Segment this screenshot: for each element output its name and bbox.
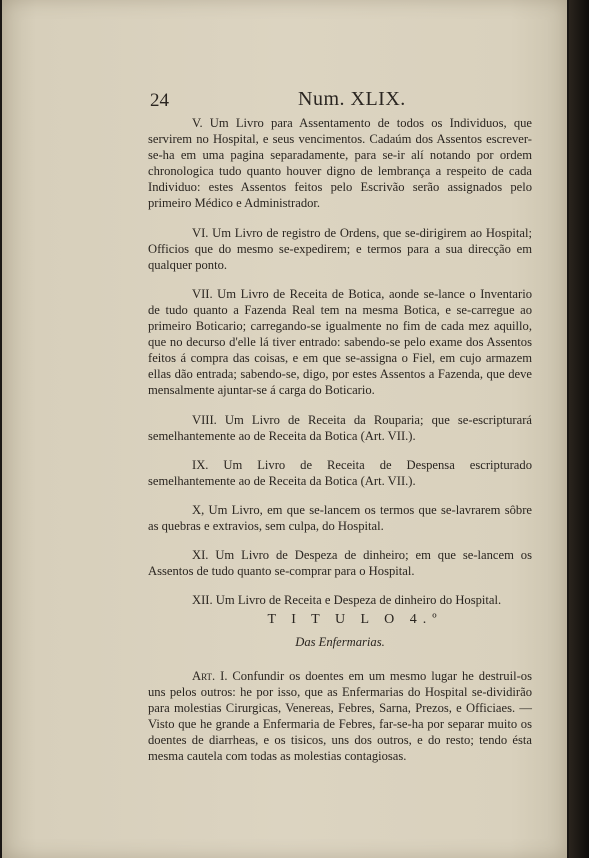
- section-title: T I T U L O 4.º: [267, 612, 443, 628]
- article-paragraph: [148, 668, 532, 765]
- page-body: [148, 115, 532, 777]
- paragraph-xii: XII. Um Livro de Receita e Despeza de dinheiro do Hospital.: [192, 593, 502, 608]
- paragraph-xi: XI. Um Livro de Despeza de dinheiro; em que se-lancem os Assentos de tudo quanto se-comprar para o Hospital.: [148, 548, 532, 579]
- page-number: 24: [150, 90, 169, 111]
- paragraph-x: X, Um Livro, em que se-lancem os termos que se-lavrarem sôbre as quebras e extravios, sem culpa, do Hospital.: [148, 502, 532, 533]
- book-page: [2, 0, 567, 858]
- paragraph-v: V. Um Livro para Assentamento de todos os Individuos, que servirem no Hospital, e seus vencimentos. Cadaúm dos Assentos escrever-se-ha em uma pagina separadamente, para se-ir alí notando por ordem chronologica tudo quanto houver digno de lembrança a respeito de cada Individuo: estes Assentos feitos pelo Escrivão serão assignados pelo primeiro Médico e Administrador.: [148, 116, 532, 211]
- paragraph-ix: IX. Um Livro de Receita de Despensa escripturado semelhantemente ao de Receita da Botica (Art. VII.).: [148, 457, 532, 488]
- section-subtitle: Das Enfermarias.: [295, 635, 385, 650]
- article-label: Art. I.: [192, 668, 228, 683]
- paragraph-vii: VII. Um Livro de Receita de Botica, aonde se-lance o Inventario de tudo quanto a Fazenda Real tem na mesma Botica, e se-carregue ao primeiro Boticario; carregando-se igualmente no fim de cada mez aquillo, que no decurso d'elle lá tiver entrado: sabendo-se pelo exame dos Assentos feitos á compra das coisas, e em que se-assigna o Fiel, em cujo armazem ellas dão entrada; sabendo-se, digo, por estes Assentos a Fazenda, que deve mensalmente ajuntar-se á carga do Boticario.: [148, 286, 532, 398]
- article-text: Confundir os doentes em um mesmo lugar he destruil-os uns pelos outros: he por isso, que as Enfermarias do Hospital se-dividirão para molestias Cirurgicas, Venereas, Febres, Sarna, Prezos, e Officiaes. — Visto que he grande a Enfermaria de Febres, far-se-ha por separar muito os doentes de diarrheas, e os tisicos, uns dos outros, e do resto; tendo ésta mesma cautela com todas as molestias contagiosas.: [148, 668, 532, 763]
- running-header: Num. XLIX.: [298, 88, 406, 110]
- book-spine-shadow: [569, 0, 589, 858]
- paragraph-vi: VI. Um Livro de registro de Ordens, que se-dirigirem ao Hospital; Officios que do mesmo se-expedirem; e termos para a sua direcção em qualquer ponto.: [148, 225, 532, 272]
- paragraph-viii: VIII. Um Livro de Receita da Rouparia; que se-escripturará semelhantemente ao de Receita da Botica (Art. VII.).: [148, 412, 532, 443]
